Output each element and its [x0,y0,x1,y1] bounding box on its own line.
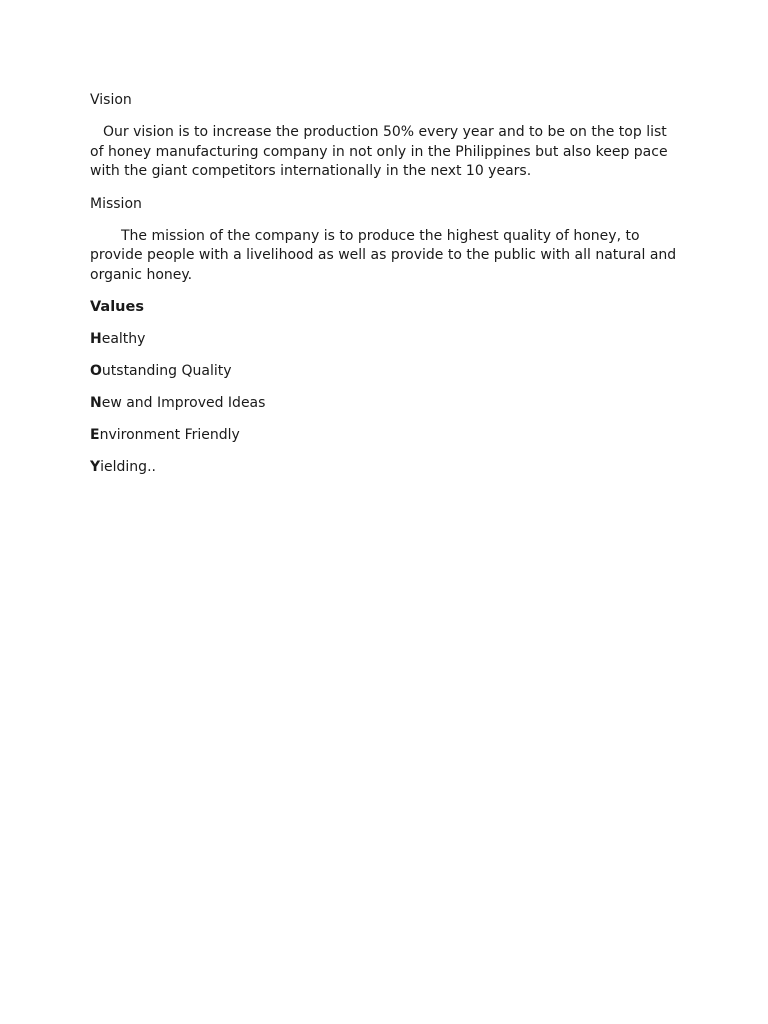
value-item-new-and-improved-ideas [90,394,682,413]
mission-heading: Mission [90,195,142,212]
values-heading: Values [90,299,144,315]
mission-paragraph: The mission of the company is to produce the highest quality of honey, to provide people with a livelihood as well as provide to the public with all natural and organic honey. [90,227,677,283]
value-item-yielding [90,458,682,477]
value-initial: E [90,427,100,443]
value-item-outstanding-quality [90,362,682,381]
values-list [90,330,682,477]
value-initial: N [90,395,102,411]
document-page [90,91,682,490]
value-initial: H [90,331,102,347]
value-item-environment-friendly [90,426,682,445]
value-rest: utstanding Quality [101,363,232,379]
value-item-healthy [90,330,682,349]
value-initial: Y [90,459,101,475]
vision-heading: Vision [90,92,132,108]
value-initial: O [90,363,102,379]
value-rest: ealthy [101,331,146,347]
value-rest: nvironment Friendly [99,427,240,443]
value-rest: ielding.. [100,459,156,475]
value-rest: ew and Improved Ideas [101,395,266,411]
vision-paragraph: Our vision is to increase the production 50% every year and to be on the top list of honey manufacturing company in not only in the Philippines but also keep pace with the giant competitors internationally in the next 10 years. [90,124,668,179]
